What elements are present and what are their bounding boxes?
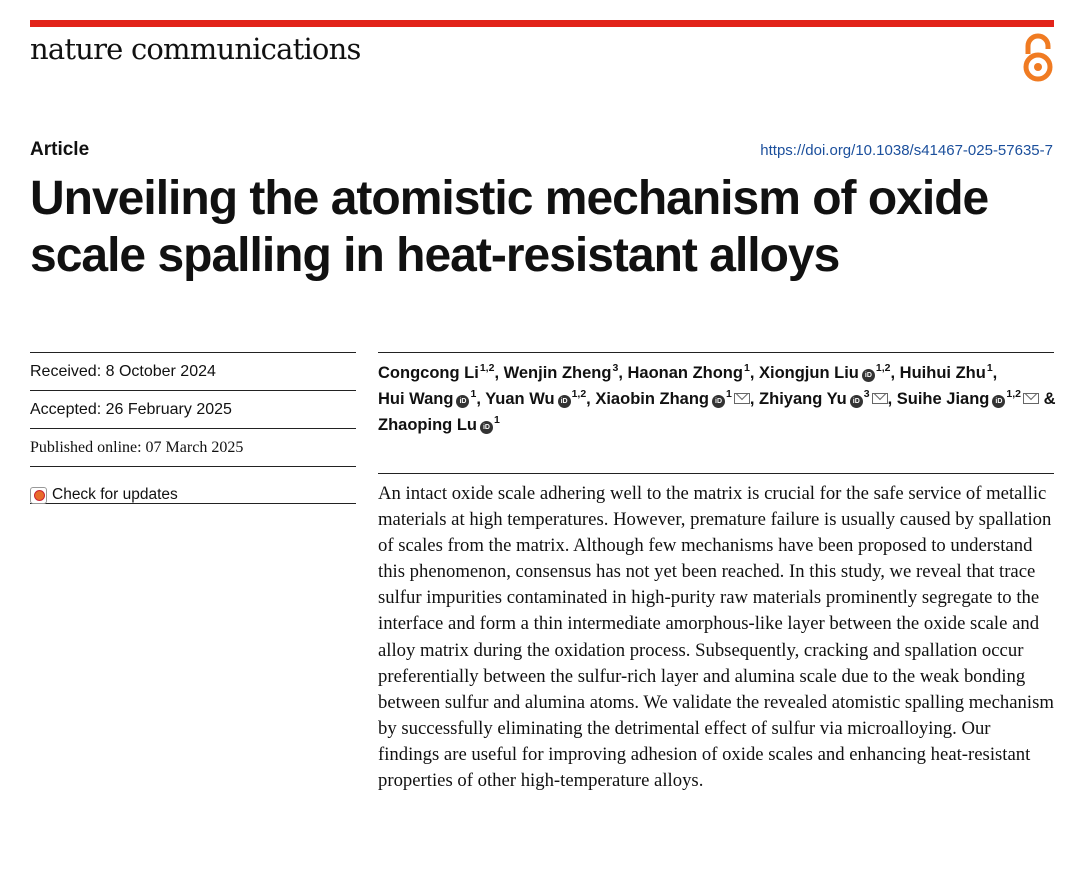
orcid-icon[interactable]: iD [992,395,1005,408]
received-date: Received: 8 October 2024 [30,352,356,390]
author[interactable] [378,390,476,408]
check-updates-icon [30,487,47,504]
article-type-label: Article [30,139,90,160]
orcid-icon[interactable]: iD [480,421,493,434]
author-name: Congcong Li [378,364,479,382]
author-affiliation: 3 [863,388,870,400]
doi-link[interactable]: https://doi.org/10.1038/s41467-025-57635-7 [760,142,1053,159]
abstract-text: An intact oxide scale adhering well to the matrix is crucial for the safe service of metallic materials at high temperatures. However, premature failure is usually caused by spallation of scales from the matrix. Although few mechanisms have been proposed to understand this phenomenon, consensus has not yet been reached. In this study, we reveal that trace sulfur impurities contaminated in high-purity raw materials prominently segregate to the interface and form a thin intermediate amorphous-like layer between the oxide scale and alloy matrix during the oxidation process. Subsequently, cracking and spallation occur preferentially between the sulfur-rich layer and alumina scale due to the weak bonding between sulfur and alumina atoms. We validate the revealed atomistic spalling mechanism by successfully eliminating the detrimental effect of sulfur via microalloying. Our findings are useful for improving adhesion of oxide scales and enhancing heat-resistant properties of other high-temperature alloys. [378,483,1054,792]
check-updates-button[interactable] [30,477,356,504]
orcid-icon[interactable]: iD [712,395,725,408]
author[interactable] [627,364,749,382]
mail-icon[interactable] [1023,393,1039,404]
author[interactable] [759,364,891,382]
author-affiliation: 1 [493,414,500,426]
author-name: Haonan Zhong [627,364,743,382]
author-name: Xiongjun Liu [758,364,859,382]
orcid-icon[interactable]: iD [862,369,875,382]
author-affiliation: 1 [743,362,750,374]
author-name: Huihui Zhu [899,364,986,382]
author-affiliation: 1,2 [571,388,587,400]
author-name: Xiaobin Zhang [595,390,710,408]
mail-icon[interactable] [734,393,750,404]
authors-divider [378,352,1054,353]
author-name: Wenjin Zheng [503,364,612,382]
published-date: Published online: 07 March 2025 [30,428,356,466]
author-name: Zhiyang Yu [759,390,847,408]
author-affiliation: 3 [612,362,619,374]
author[interactable] [378,416,500,434]
author-affiliation: 1,2 [1006,388,1021,400]
author[interactable] [485,390,586,408]
author-affiliation: 1,2 [479,362,495,374]
open-access-icon [1019,33,1057,83]
author[interactable] [759,390,888,408]
author-affiliation: 1 [470,388,477,400]
author-affiliation: 1 [986,362,993,374]
author[interactable] [900,364,993,382]
orcid-icon[interactable]: iD [850,395,863,408]
orcid-icon[interactable]: iD [456,395,469,408]
article-dates-panel [30,352,356,504]
orcid-icon[interactable]: iD [558,395,571,408]
author-name: Yuan Wu [485,390,555,408]
check-updates-row [30,466,356,504]
author-name: Hui Wang [378,390,454,408]
accepted-date: Accepted: 26 February 2025 [30,390,356,428]
author[interactable] [595,390,750,408]
author-name: Suihe Jiang [896,390,990,408]
check-updates-label: Check for updates [52,486,178,503]
author[interactable] [504,364,619,382]
abstract-divider [378,473,1054,474]
mail-icon[interactable] [872,393,888,404]
article-title: Unveiling the atomistic mechanism of oxide scale spalling in heat-resistant alloys [30,172,989,282]
author[interactable] [378,364,494,382]
author-list: Congcong Li$^{1,2}$, Wenjin Zheng$^3$, Haonan Zhong$^1$, Xiongjun Liu iD$^{1,2}$, Huihui Zhu$^1$, Hui Wang $iD^1$, Yuan Wu iD$^{1,2}$, Xiaobin Zhang $iD^1$ , Zhiyang Yu $iD^3$ , Suihe Jiang iD$^{1,2}$ & Zhaoping Lu $iD^1$ [378,362,1056,434]
author-name: Zhaoping Lu [378,416,477,434]
journal-color-bar [30,20,1054,27]
author-affiliation: 1,2 [875,362,891,374]
author[interactable] [897,390,1039,408]
journal-name[interactable]: nature communications [30,32,361,66]
author-affiliation: 1 [726,388,732,400]
